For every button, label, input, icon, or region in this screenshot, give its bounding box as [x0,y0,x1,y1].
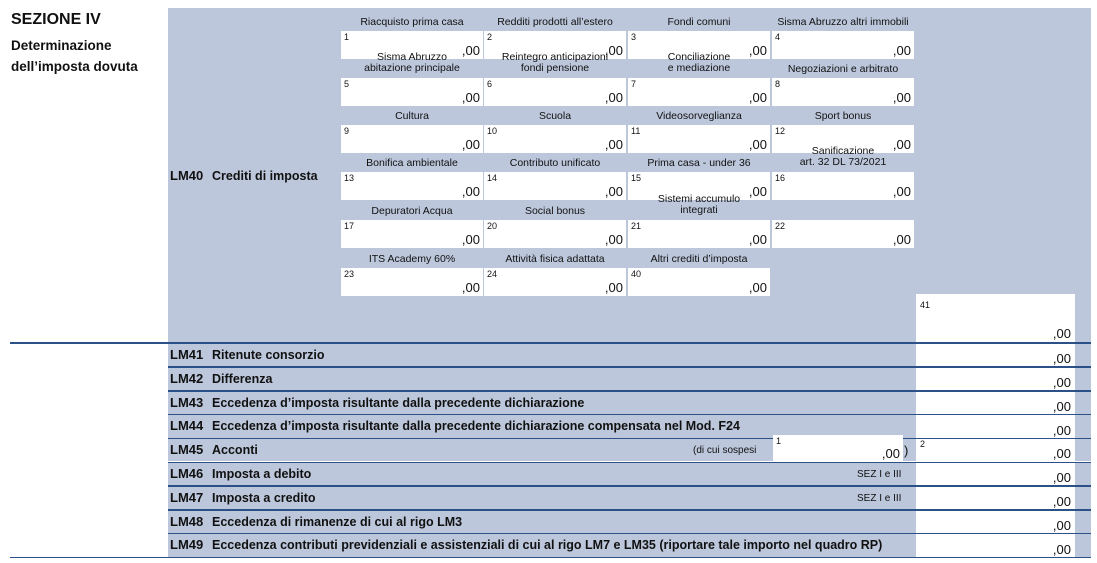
row-bg-right [1075,368,1091,390]
credit-label-15: Prima casa - under 36 [647,157,751,169]
credit-field-value: ,00 [748,184,767,199]
lm40-label: Crediti di imposta [212,169,318,183]
credit-field-value: ,00 [604,280,623,295]
credit-field-value: ,00 [892,184,911,199]
row-code: LM48 [170,513,204,529]
credit-label-8: Negoziazioni e arbitrato [787,63,899,75]
credit-field-value: ,00 [461,43,480,58]
row-bg-right [1075,344,1091,366]
credit-field-14[interactable] [484,172,626,200]
credit-field-value: ,00 [748,137,767,152]
lm40-total-num: 41 [920,300,931,310]
credit-field-40[interactable] [628,268,770,296]
row-value: ,00 [1052,375,1071,391]
row-value-field-lm43[interactable] [916,392,1075,414]
row-value: ,00 [1052,351,1071,367]
credit-field-num: 4 [775,32,781,42]
row-value-field-lm48[interactable] [916,511,1075,533]
credit-field-num: 23 [344,269,355,279]
credit-field-num: 2 [487,32,493,42]
acconti-sospesi-field[interactable] [773,435,903,461]
credit-field-22[interactable] [772,220,914,248]
sub-field-value: ,00 [881,445,900,461]
row-bg-right [1075,463,1091,485]
credit-field-20[interactable] [484,220,626,248]
credit-field-num: 15 [631,173,642,183]
credit-field-num: 12 [775,126,786,136]
credit-label-2: Redditi prodotti all’estero [497,16,613,28]
credit-label-24: Attività fisica adattata [505,253,605,265]
credit-label-17: Depuratori Acqua [371,205,453,217]
credit-field-value: ,00 [604,137,623,152]
credit-field-num: 9 [344,126,350,136]
row-value-num: 2 [920,439,926,450]
row-label-lm44 [170,418,740,433]
credit-field-17[interactable] [341,220,483,248]
credit-field-value: ,00 [604,43,623,58]
section-subtitle-line1: Determinazione [11,38,112,53]
row-bg-lm42 [168,368,916,390]
credit-field-4[interactable] [772,31,914,59]
lm40-row-label [170,168,318,183]
row-value-field-lm42[interactable] [916,368,1075,390]
row-text: Differenza [212,371,273,386]
row-text: Acconti [212,443,258,458]
credit-label-10: Scuola [538,110,572,122]
credit-label-12: Sport bonus [814,110,872,122]
row-note: SEZ I e III [857,469,902,480]
row-code: LM49 [170,537,204,553]
row-value: ,00 [1052,422,1071,438]
row-bg-right [1075,511,1091,533]
row-label-lm47 [170,490,316,505]
row-code: LM47 [170,489,204,505]
credit-field-num: 16 [775,173,786,183]
credit-field-num: 1 [344,32,350,42]
credit-field-num: 8 [775,79,781,89]
credit-label-16: Sanificazione art. 32 DL 73/2021 [799,145,887,168]
credit-label-7: Conciliazione e mediazione [667,51,731,74]
credit-field-23[interactable] [341,268,483,296]
credit-label-20: Social bonus [524,205,586,217]
credit-field-11[interactable] [628,125,770,153]
credit-field-6[interactable] [484,78,626,106]
credit-field-value: ,00 [461,280,480,295]
row-code: LM44 [170,418,204,434]
section-subtitle [11,35,161,77]
row-value-field-lm46[interactable] [916,463,1075,485]
credit-field-value: ,00 [461,232,480,247]
row-value: ,00 [1052,446,1071,462]
row-value-field-lm44[interactable] [916,415,1075,437]
row-value: ,00 [1052,470,1071,486]
row-value-field-lm47[interactable] [916,487,1075,509]
row-text: Imposta a credito [212,490,316,505]
lm40-panel-right [1075,294,1091,342]
credit-label-13: Bonifica ambientale [366,157,458,169]
row-bg-right [1075,534,1091,556]
credit-field-num: 22 [775,221,786,231]
credit-field-value: ,00 [461,137,480,152]
row-code: LM43 [170,394,204,410]
credit-field-num: 7 [631,79,637,89]
row-label-lm43 [170,395,584,410]
row-bg-right [1075,487,1091,509]
row-text: Eccedenza d’imposta risultante dalla precedente dichiarazione [212,395,585,410]
credit-field-value: ,00 [748,43,767,58]
credit-field-num: 11 [631,126,641,136]
credit-field-num: 20 [487,221,498,231]
row-rule [10,557,1091,559]
row-text: Eccedenza d’imposta risultante dalla precedente dichiarazione compensata nel Mod. F24 [212,419,740,434]
row-label-lm42 [170,371,272,386]
row-code: LM42 [170,370,204,386]
credit-label-3: Fondi comuni [667,16,731,28]
credit-field-9[interactable] [341,125,483,153]
row-label-lm45 [170,442,258,457]
credit-label-23: ITS Academy 60% [368,253,456,265]
credit-field-21[interactable] [628,220,770,248]
row-value-field-lm49[interactable] [916,534,1075,556]
credit-label-4: Sisma Abruzzo altri immobili [777,16,909,28]
sub-paren: ) [904,443,909,459]
lm40-panel-lower [168,294,916,342]
credit-field-value: ,00 [748,90,767,105]
row-value: ,00 [1052,398,1071,414]
credit-field-value: ,00 [461,184,480,199]
credit-label-6: Reintegro anticipazioni fondi pensione [501,51,609,74]
row-label-lm46 [170,466,311,481]
credit-field-num: 6 [487,79,493,89]
section-subtitle-line2: dell’imposta dovuta [11,59,138,74]
row-text: Imposta a debito [212,467,312,481]
lm40-total-field[interactable] [916,294,1075,342]
credit-field-10[interactable] [484,125,626,153]
credit-field-16[interactable] [772,172,914,200]
credit-field-value: ,00 [748,232,767,247]
row-label-lm49 [170,537,882,552]
credit-label-5: Sisma Abruzzo abitazione principale [364,51,460,74]
row-label-lm41 [170,347,325,362]
credit-field-value: ,00 [461,90,480,105]
credit-field-num: 14 [487,173,498,183]
row-value-field-lm41[interactable] [916,344,1075,366]
credit-field-value: ,00 [604,184,623,199]
sub-field-num: 1 [776,436,782,447]
credit-field-num: 13 [344,173,355,183]
credit-field-num: 5 [344,79,350,89]
row-bg-right [1075,392,1091,414]
lm40-code: LM40 [170,168,204,183]
row-text: Ritenute consorzio [212,348,325,362]
credit-label-14: Contributo unificato [509,157,601,169]
row-code: LM41 [170,347,204,362]
row-text: Eccedenza di rimanenze di cui al rigo LM3 [212,514,463,529]
credit-label-11: Videosorveglianza [656,110,742,122]
row-bg-right [1075,415,1091,437]
row-value: ,00 [1052,541,1071,557]
credit-field-value: ,00 [604,90,623,105]
credit-label-1: Riacquisto prima casa [360,16,464,28]
lm40-total-value: ,00 [1052,326,1071,341]
credit-label-9: Cultura [395,110,429,122]
row-code: LM45 [170,442,204,458]
credit-field-5[interactable] [341,78,483,106]
credit-field-num: 3 [631,32,637,42]
credit-field-value: ,00 [604,232,623,247]
credit-label-40: Altri crediti d’imposta [650,253,748,265]
credit-field-value: ,00 [892,232,911,247]
row-value: ,00 [1052,517,1071,533]
section-title: SEZIONE IV [11,11,101,28]
credit-field-value: ,00 [748,280,767,295]
credit-field-num: 40 [631,269,642,279]
row-note: SEZ I e III [857,492,902,504]
row-value: ,00 [1052,494,1071,510]
credit-label-21: Sistemi accumulo integrati [657,193,741,216]
credit-field-num: 10 [487,126,498,136]
credit-field-num: 21 [631,221,642,231]
row-bg-right [1075,439,1091,461]
credit-field-num: 17 [344,221,355,231]
credit-field-7[interactable] [628,78,770,106]
credit-field-value: ,00 [892,43,911,58]
row-note: (di cui sospesi [693,445,757,457]
credit-field-value: ,00 [892,90,911,105]
row-code: LM46 [170,466,204,481]
credit-field-num: 24 [487,269,498,279]
row-value-field-lm45[interactable] [916,439,1075,461]
credit-field-8[interactable] [772,78,914,106]
row-label-lm48 [170,514,462,529]
row-text: Eccedenza contributi previdenziali e assistenziali di cui al rigo LM7 e LM35 (riportare tale importo nel quadro RP) [212,538,883,553]
credit-field-13[interactable] [341,172,483,200]
credit-field-value: ,00 [892,137,911,152]
credit-field-24[interactable] [484,268,626,296]
